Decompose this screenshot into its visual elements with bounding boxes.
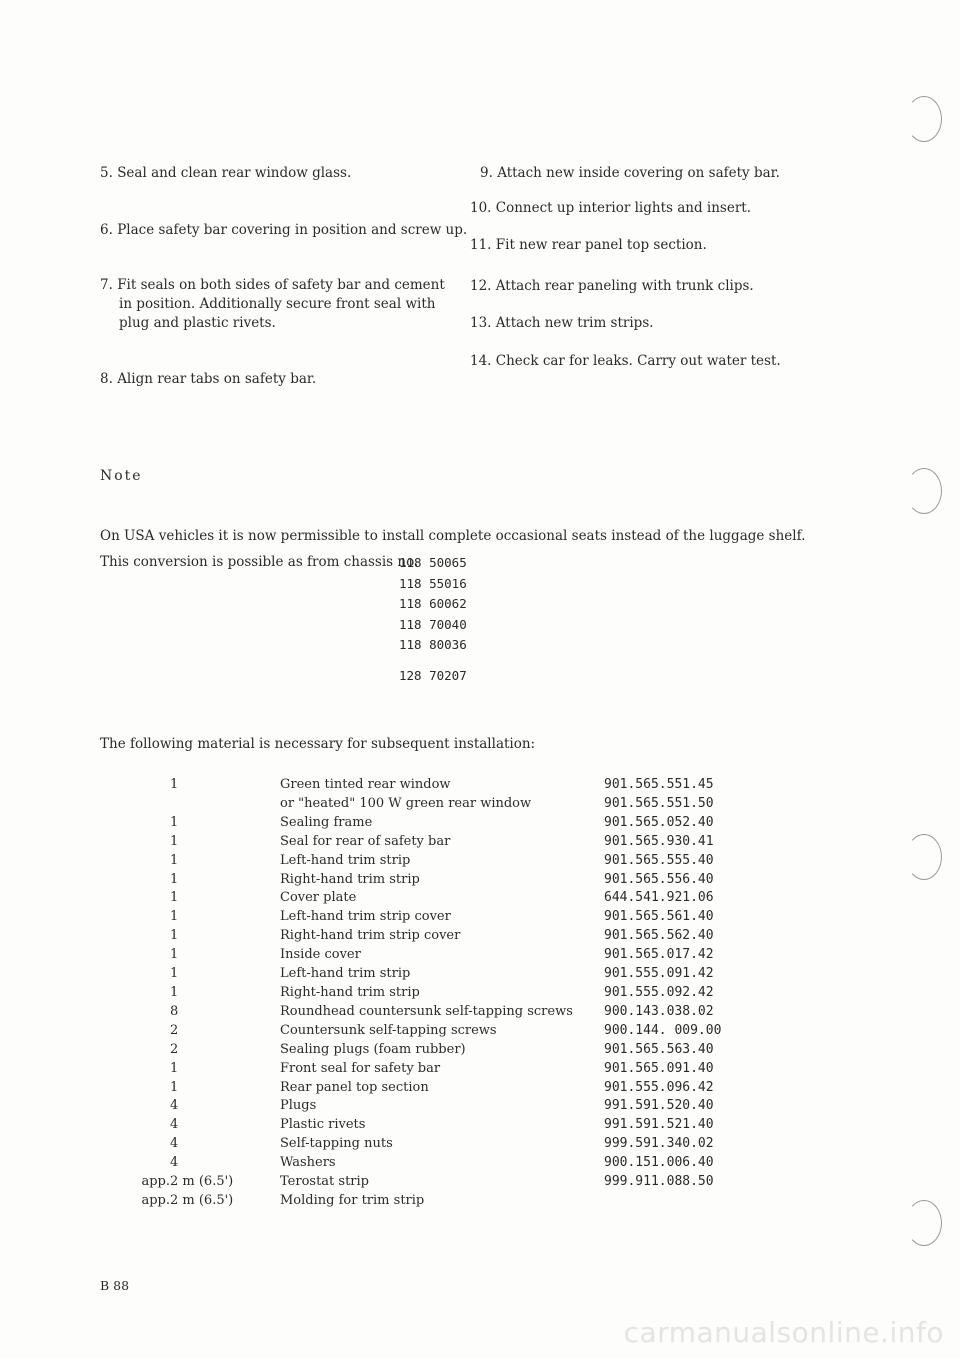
material-row (140, 965, 721, 984)
material-description: Inside cover (280, 947, 361, 963)
material-quantity: 2 m (6.5') (170, 1174, 234, 1190)
note-heading: Note (100, 468, 143, 484)
material-quantity: 4 (170, 1117, 179, 1133)
step-10 (470, 199, 751, 218)
material-quantity (170, 795, 280, 814)
material-description: Seal for rear of safety bar (280, 833, 451, 849)
material-quantity: 1 (170, 777, 179, 792)
material-quantity: 1 (170, 984, 179, 1000)
material-row (140, 946, 721, 965)
step-8 (100, 370, 316, 389)
material-part-number: 901.565.930.41 (604, 833, 714, 849)
material-part-number (604, 1192, 721, 1211)
material-description: Plugs (280, 1098, 317, 1114)
step-text: Attach rear paneling with trunk clips. (495, 278, 754, 294)
binder-hole (906, 834, 942, 880)
material-description: Cover plate (280, 890, 357, 906)
material-prefix (140, 908, 170, 927)
step-number: 10. (470, 200, 492, 216)
material-part-number: 900.144. 009.00 (604, 1022, 722, 1038)
material-part-number: 901.565.017.42 (604, 947, 714, 963)
material-quantity: 4 (170, 1155, 179, 1171)
material-prefix (140, 1079, 170, 1098)
step-text: Align rear tabs on safety bar. (117, 371, 317, 387)
chassis-number: 118 55016 (399, 575, 467, 591)
material-description: Right-hand trim strip (280, 871, 420, 887)
material-prefix (140, 1022, 170, 1041)
step-text: Fit new rear panel top section. (495, 237, 707, 253)
step-number: 8. (100, 371, 113, 387)
material-prefix (140, 1097, 170, 1116)
material-part-number: 901.565.562.40 (604, 928, 714, 944)
material-quantity: 4 (170, 1098, 179, 1114)
material-description: Front seal for safety bar (280, 1060, 441, 1076)
material-row (140, 1060, 721, 1079)
binder-hole (906, 1200, 942, 1246)
material-row (140, 1173, 721, 1192)
material-row (140, 1192, 721, 1211)
chassis-number: 118 50065 (399, 555, 467, 570)
material-quantity: 1 (170, 833, 179, 849)
note-text: On USA vehicles it is now permissible to install complete occasional seats instead of the luggage shelf. (100, 528, 806, 544)
material-part-number: 991.591.521.40 (604, 1117, 714, 1133)
material-description: Left-hand trim strip cover (280, 909, 451, 925)
material-quantity: 2 m (6.5') (170, 1192, 234, 1208)
material-description: Left-hand trim strip (280, 852, 411, 868)
step-13 (470, 314, 654, 333)
chassis-number: 118 60062 (399, 596, 467, 611)
material-row (140, 1041, 721, 1060)
material-prefix (140, 833, 170, 852)
step-11 (470, 236, 707, 255)
material-part-number: 644.541.921.06 (604, 890, 714, 906)
material-part-number: 999.911.088.50 (604, 1174, 714, 1190)
material-row (140, 1154, 721, 1173)
material-prefix (140, 814, 170, 833)
material-row (140, 984, 721, 1003)
material-row (140, 889, 721, 908)
material-prefix (140, 927, 170, 946)
step-text-line: plug and plastic rivets. (119, 315, 276, 331)
step-5 (100, 164, 351, 183)
material-part-number: 901.565.551.45 (604, 777, 714, 792)
step-number: 6. (100, 222, 113, 238)
material-row (140, 814, 721, 833)
step-number: 14. (470, 353, 492, 369)
step-7 (100, 276, 445, 333)
material-quantity: 1 (170, 890, 179, 906)
material-row (140, 1003, 721, 1022)
chassis-list (399, 553, 467, 686)
material-quantity: 1 (170, 966, 179, 982)
material-description: Plastic rivets (280, 1117, 366, 1133)
note-conversion-text: This conversion is possible as from chassis no. (100, 554, 419, 570)
step-number: 5. (100, 165, 113, 181)
material-prefix (140, 1135, 170, 1154)
material-description: Molding for trim strip (280, 1192, 425, 1208)
material-part-number: 901.565.561.40 (604, 909, 714, 925)
material-part-number: 900.143.038.02 (604, 1003, 714, 1019)
material-row (140, 852, 721, 871)
step-number: 12. (470, 278, 492, 294)
material-prefix (140, 946, 170, 965)
step-text: Seal and clean rear window glass. (117, 165, 352, 181)
material-quantity: 1 (170, 871, 179, 887)
material-prefix (140, 965, 170, 984)
material-quantity: 1 (170, 947, 179, 963)
chassis-number: 118 70040 (399, 616, 467, 632)
step-text: Attach new inside covering on safety bar. (497, 165, 780, 181)
chassis-number: 118 80036 (399, 637, 467, 652)
material-quantity: 4 (170, 1136, 179, 1152)
material-quantity: 1 (170, 909, 179, 925)
material-part-number: 901.565.563.40 (604, 1041, 714, 1057)
chassis-number: 128 70207 (399, 667, 467, 683)
material-prefix (140, 889, 170, 908)
material-description: Left-hand trim strip (280, 966, 411, 982)
step-9 (480, 164, 780, 183)
material-row (140, 833, 721, 852)
material-part-number: 901.565.556.40 (604, 871, 714, 887)
step-12 (470, 277, 754, 296)
material-row (140, 795, 721, 814)
material-description: Terostat strip (280, 1174, 369, 1190)
step-6 (100, 221, 467, 240)
binder-hole (906, 96, 942, 142)
material-prefix (140, 1060, 170, 1079)
material-quantity: 2 (170, 1041, 179, 1057)
material-quantity: 1 (170, 1060, 179, 1076)
material-description: Right-hand trim strip cover (280, 928, 461, 944)
material-part-number: 901.555.096.42 (604, 1079, 714, 1095)
material-prefix (140, 984, 170, 1003)
material-row (140, 871, 721, 890)
material-row (140, 1116, 721, 1135)
material-part-number: 901.555.091.42 (604, 966, 714, 982)
step-text-line: in position. Additionally secure front seal with (119, 296, 436, 312)
material-part-number: 900.151.006.40 (604, 1155, 714, 1171)
material-description: Countersunk self-tapping screws (280, 1022, 497, 1038)
material-row (140, 908, 721, 927)
material-prefix: app. (141, 1192, 170, 1208)
material-part-number: 991.591.520.40 (604, 1098, 714, 1114)
step-number: 11. (470, 237, 492, 253)
step-text: Check car for leaks. Carry out water test. (495, 353, 781, 369)
material-prefix (140, 776, 170, 795)
step-number: 13. (470, 315, 492, 331)
material-row (140, 776, 721, 795)
watermark: carmanualsonline.info (623, 1316, 944, 1349)
material-part-number: 901.555.092.42 (604, 984, 714, 1000)
material-quantity: 1 (170, 814, 179, 830)
materials-table (140, 776, 721, 1211)
material-quantity: 8 (170, 1003, 179, 1019)
material-row (140, 1097, 721, 1116)
material-part-number: 999.591.340.02 (604, 1136, 714, 1152)
step-text: Attach new trim strips. (495, 315, 654, 331)
material-quantity: 2 (170, 1022, 179, 1038)
step-14 (470, 352, 781, 371)
material-prefix (140, 1154, 170, 1173)
material-part-number: 901.565.091.40 (604, 1060, 714, 1076)
material-description: or "heated" 100 W green rear window (280, 795, 532, 811)
material-part-number: 901.565.052.40 (604, 814, 714, 830)
material-description: Rear panel top section (280, 1079, 429, 1095)
step-number: 9. (480, 165, 493, 181)
material-description: Green tinted rear window (280, 777, 451, 792)
material-description: Self-tapping nuts (280, 1136, 393, 1152)
step-text: Connect up interior lights and insert. (495, 200, 751, 216)
material-prefix (140, 852, 170, 871)
material-part-number: 901.565.551.50 (604, 795, 714, 811)
material-prefix (140, 1116, 170, 1135)
material-prefix (140, 1041, 170, 1060)
material-quantity: 1 (170, 928, 179, 944)
material-description: Washers (280, 1155, 336, 1171)
material-description: Right-hand trim strip (280, 984, 420, 1000)
material-prefix (140, 871, 170, 890)
material-description: Roundhead countersunk self-tapping screws (280, 1003, 573, 1019)
material-row (140, 927, 721, 946)
material-row (140, 1079, 721, 1098)
material-description: Sealing frame (280, 814, 373, 830)
material-part-number: 901.565.555.40 (604, 852, 714, 868)
material-prefix (140, 1003, 170, 1022)
binder-hole (906, 468, 942, 514)
material-prefix: app. (141, 1174, 170, 1190)
step-text: Fit seals on both sides of safety bar and cement (117, 277, 445, 293)
page-number: B 88 (100, 1278, 130, 1293)
material-description: Sealing plugs (foam rubber) (280, 1041, 466, 1057)
material-prefix (140, 795, 170, 814)
step-number: 7. (100, 277, 113, 293)
material-row (140, 1022, 721, 1041)
material-intro: The following material is necessary for subsequent installation: (100, 736, 536, 752)
material-quantity: 1 (170, 1079, 179, 1095)
material-quantity: 1 (170, 852, 179, 868)
step-text: Place safety bar covering in position and screw up. (117, 222, 468, 238)
material-row (140, 1135, 721, 1154)
